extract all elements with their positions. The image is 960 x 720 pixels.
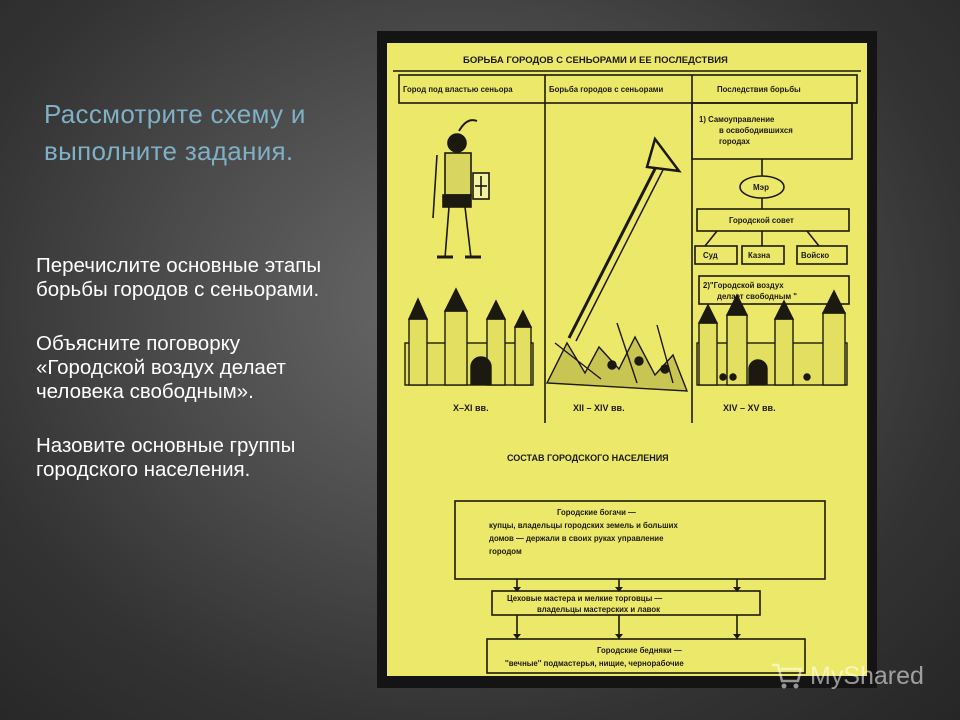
group-1-line: домов — держали в своих руках управление [489, 534, 664, 543]
consequence-1-line: 1) Самоуправление [699, 115, 775, 124]
scheme-title: БОРЬБА ГОРОДОВ С СЕНЬОРАМИ И ЕЕ ПОСЛЕДСТВИЯ [463, 55, 728, 66]
cart-icon [770, 661, 804, 691]
column-header: Борьба городов с сеньорами [549, 85, 664, 94]
population-title: СОСТАВ ГОРОДСКОГО НАСЕЛЕНИЯ [507, 453, 669, 463]
task-item: Объясните поговорку «Городской воздух делает человека свободным». [36, 332, 286, 403]
scheme-picture-frame [377, 31, 877, 688]
group-3-line: Городские бедняки — [597, 646, 682, 655]
mayor-label: Мэр [753, 183, 769, 192]
column-header: Город под властью сеньора [403, 85, 513, 94]
task-item: Назовите основные группы городского населения. [36, 434, 296, 481]
column-header: Последствия борьбы [717, 85, 801, 94]
task-item: Перечислите основные этапы борьбы городов с сеньорами. [36, 254, 322, 301]
consequence-1-line: городах [719, 137, 750, 146]
period-label: XIV – XV вв. [723, 403, 776, 413]
consequence-1-line: в освободившихся [719, 126, 793, 135]
branch-label: Войско [801, 251, 830, 260]
group-1-line: купцы, владельцы городских земель и больших [489, 521, 678, 530]
consequence-2-line: делает свободным " [717, 292, 798, 301]
task-list [36, 254, 336, 512]
scheme-image [387, 43, 867, 676]
consequence-2-line: 2)"Городской воздух [703, 281, 784, 290]
group-1-line: Городские богачи — [557, 508, 636, 517]
group-1-line: городом [489, 547, 522, 556]
watermark-text: MyShared [810, 661, 924, 690]
branch-label: Казна [748, 251, 771, 260]
group-2-line: владельцы мастерских и лавок [537, 605, 661, 614]
period-label: X–XI вв. [453, 403, 489, 413]
city-council-label: Городской совет [729, 216, 794, 225]
watermark [770, 656, 924, 696]
group-3-line: ''вечные'' подмастерья, нищие, чернорабочие [505, 659, 684, 668]
slide-title: Рассмотрите схему и выполните задания. [44, 99, 306, 166]
period-label: XII – XIV вв. [573, 403, 625, 413]
group-2-line: Цеховые мастера и мелкие торговцы — [507, 594, 663, 603]
branch-label: Суд [703, 251, 718, 260]
